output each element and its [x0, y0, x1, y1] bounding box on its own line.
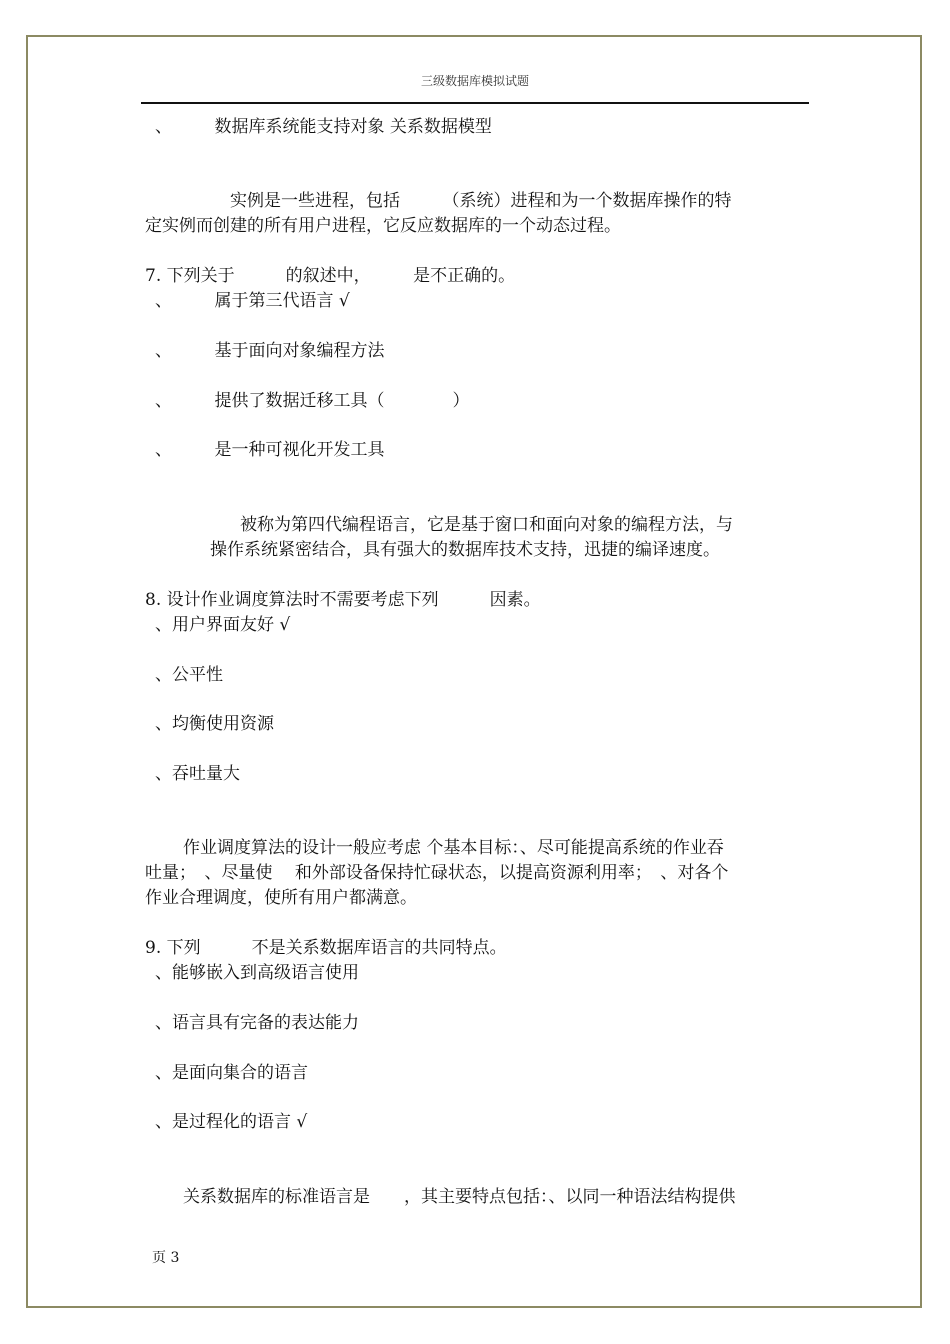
option-b: 、 基于面向对象编程方法 [155, 341, 385, 361]
explanation-line: 操作系统紧密结合，具有强大的数据库技术支持，迅捷的编译速度。 [210, 540, 720, 560]
option-d: 、是过程化的语言 √ [155, 1112, 308, 1132]
explanation-line: 实例是一些进程，包括 （系统）进程和为一个数据库操作的特 [230, 191, 732, 211]
option-d: 、 是一种可视化开发工具 [155, 440, 385, 460]
option-b: 、公平性 [155, 665, 223, 685]
explanation-line: 作业合理调度，使所有用户都满意。 [145, 888, 417, 908]
option-c: 、是面向集合的语言 [155, 1063, 308, 1083]
page-header-title: 三级数据库模拟试题 [420, 74, 529, 88]
option-c: 、 提供了数据迁移工具（ ） [155, 391, 470, 411]
explanation-line: 作业调度算法的设计一般应考虑 个基本目标：、尽可能提高系统的作业吞 [183, 838, 724, 858]
option-a: 、 属于第三代语言 √ [155, 291, 350, 311]
option-a: 、用户界面友好 √ [155, 615, 291, 635]
header-rule [141, 102, 809, 104]
explanation-line: 关系数据库的标准语言是 ，其主要特点包括：、以同一种语法结构提供 [183, 1187, 736, 1207]
page-number: 页 3 [152, 1250, 180, 1266]
option-b: 、语言具有完备的表达能力 [155, 1013, 359, 1033]
option-line: 、 数据库系统能支持对象 关系数据模型 [155, 117, 492, 137]
option-c: 、均衡使用资源 [155, 714, 274, 734]
explanation-line: 定实例而创建的所有用户进程，它反应数据库的一个动态过程。 [145, 216, 621, 236]
option-a: 、能够嵌入到高级语言使用 [155, 963, 359, 983]
option-d: 、吞吐量大 [155, 764, 240, 784]
explanation-line: 吐量； 、尽量使 和外部设备保持忙碌状态，以提高资源利用率； 、对各个 [145, 863, 729, 883]
question-8: 8. 设计作业调度算法时不需要考虑下列 因素。 [145, 590, 541, 610]
question-9: 9. 下列 不是关系数据库语言的共同特点。 [145, 938, 507, 958]
question-7: 7. 下列关于 的叙述中， 是不正确的。 [145, 266, 516, 286]
explanation-line: 被称为第四代编程语言，它是基于窗口和面向对象的编程方法，与 [240, 515, 733, 535]
